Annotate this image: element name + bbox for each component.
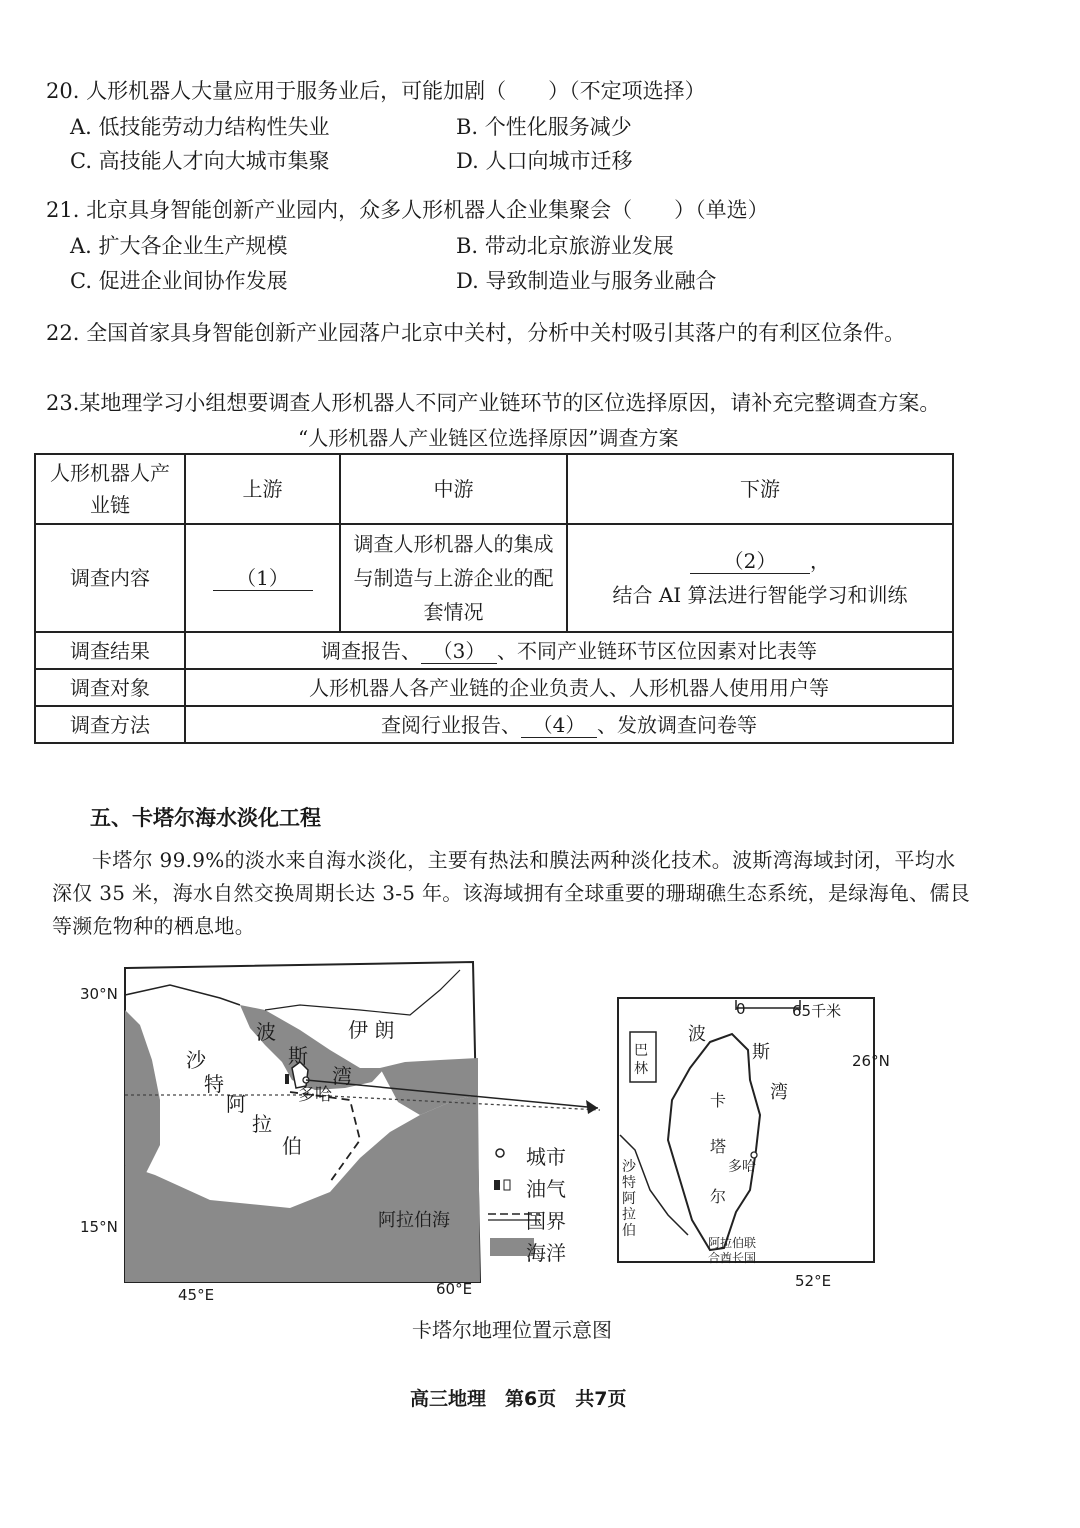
header-upstream: 上游 — [185, 454, 340, 524]
inset-saudi-label-5: 伯 — [622, 1223, 636, 1239]
saudi-label-2: 特 — [204, 1072, 224, 1096]
oil-gas-marker — [285, 1074, 289, 1084]
qatar-label-2: 塔 — [710, 1137, 727, 1156]
page-footer: 高三地理 第6页 共7页 — [410, 1388, 627, 1410]
section-title: 五、卡塔尔海水淡化工程 — [90, 806, 321, 830]
table-row-content — [35, 524, 953, 632]
header-downstream: 下游 — [567, 454, 953, 524]
saudi-label-5: 伯 — [282, 1134, 302, 1158]
doha-label: 多哈 — [298, 1085, 332, 1105]
row-label-result: 调查结果 — [35, 632, 185, 669]
arabian-sea-label: 阿拉伯海 — [378, 1210, 450, 1231]
qatar-label-3: 尔 — [710, 1187, 727, 1206]
bahrain-label-1: 巴 — [634, 1043, 648, 1059]
header-chain: 人形机器人产业链 — [35, 454, 185, 524]
inset-gulf-label-1: 波 — [688, 1024, 706, 1045]
saudi-label-1: 沙 — [186, 1048, 206, 1072]
header-midstream: 中游 — [340, 454, 567, 524]
inset-gulf-label-3: 湾 — [770, 1082, 788, 1103]
lat-30n-label: 30°N — [80, 985, 118, 1003]
inset-saudi-label-2: 特 — [622, 1175, 636, 1191]
q20-option-b: B. 个性化服务减少 — [456, 115, 632, 139]
survey-plan-table — [34, 453, 954, 744]
inset-saudi-label-1: 沙 — [622, 1159, 636, 1175]
map-caption: 卡塔尔地理位置示意图 — [412, 1318, 612, 1342]
pointer-arrowhead — [586, 1100, 598, 1114]
bahrain-label-2: 林 — [634, 1061, 648, 1077]
lat-26n-label: 26°N — [852, 1052, 890, 1070]
midstream-content-text: 调查人形机器人的集成与制造与上游企业的配套情况 — [353, 532, 554, 624]
lon-52e-label: 52°E — [795, 1272, 832, 1290]
row-label-object: 调查对象 — [35, 669, 185, 706]
inset-saudi-label-3: 阿 — [622, 1191, 636, 1207]
table-row-result — [35, 632, 953, 669]
saudi-label-4: 拉 — [252, 1112, 272, 1136]
blank-2: （2） — [690, 549, 810, 574]
q21-stem: 21. 北京具身智能创新产业园内，众多人形机器人企业集聚会（ ）（单选） — [46, 198, 769, 222]
qatar-label-1: 卡 — [710, 1091, 727, 1110]
legend-gas-icon — [504, 1180, 510, 1190]
midstream-content-cell — [340, 524, 567, 632]
q21-option-a: A. 扩大各企业生产规模 — [70, 234, 288, 258]
saudi-label-3: 阿 — [226, 1092, 246, 1116]
legend-oil-label: 油气 — [526, 1177, 566, 1201]
method-cell: 查阅行业报告、 （4） 、发放调查问卷等 — [185, 706, 953, 743]
gulf-label-3: 湾 — [332, 1064, 352, 1088]
table-header-row — [35, 454, 953, 524]
uae-label-line2: 合酋长国 — [708, 1251, 757, 1265]
scale-zero-label: 0 — [736, 1000, 746, 1018]
uae-label-line1: 阿拉伯联 — [708, 1236, 757, 1250]
inset-saudi-label-4: 拉 — [622, 1207, 636, 1223]
legend-ocean-label: 海洋 — [526, 1241, 566, 1265]
object-cell: 人形机器人各产业链的企业负责人、人形机器人使用用户等 — [185, 669, 953, 706]
legend-city-icon — [496, 1149, 504, 1157]
q20-option-c: C. 高技能人才向大城市集聚 — [70, 149, 330, 173]
downstream-comma: ， — [810, 549, 830, 573]
lon-45e-label: 45°E — [178, 1286, 215, 1304]
legend-border-label: 国界 — [526, 1209, 566, 1233]
inset-gulf-label-2: 斯 — [752, 1042, 770, 1063]
table-row-object — [35, 669, 953, 706]
downstream-content-text: 结合 AI 算法进行智能学习和训练 — [612, 583, 908, 607]
survey-table-title: “人形机器人产业链区位选择原因”调查方案 — [298, 426, 679, 450]
result-cell: 调查报告、 （3） 、不同产业链环节区位因素对比表等 — [185, 632, 953, 669]
blank-3: （3） — [421, 639, 497, 664]
table-row-method — [35, 706, 953, 743]
gulf-label-1: 波 — [256, 1020, 276, 1044]
section-paragraph: 卡塔尔 99.9%的淡水来自海水淡化，主要有热法和膜法两种淡化技术。波斯湾海域封闭，平均水深仅 35 米，海水自然交换周期长达 3-5 年。该海域拥有全球重要的珊瑚礁生态系统，是绿海龟、儒艮等濒危物种的栖息地。 — [52, 848, 971, 938]
q20-option-d: D. 人口向城市迁移 — [456, 149, 633, 173]
q21-option-b: B. 带动北京旅游业发展 — [456, 234, 674, 258]
lat-15n-label: 15°N — [80, 1218, 118, 1236]
blank-1: （1） — [213, 566, 313, 591]
q23-stem: 23.某地理学习小组想要调查人形机器人不同产业链环节的区位选择原因，请补充完整调查方案。 — [46, 391, 941, 415]
q22-stem: 22. 全国首家具身智能创新产业园落户北京中关村，分析中关村吸引其落户的有利区位条件。 — [46, 321, 906, 345]
scale-length-label: 65千米 — [792, 1002, 842, 1020]
blank-4: （4） — [521, 713, 597, 738]
q21-option-d: D. 导致制造业与服务业融合 — [456, 269, 717, 293]
lon-60e-label: 60°E — [436, 1280, 473, 1298]
row-label-content: 调查内容 — [35, 524, 185, 632]
upstream-content-cell — [185, 524, 340, 632]
inset-doha-label: 多哈 — [728, 1159, 756, 1175]
legend-oil-icon — [494, 1180, 500, 1190]
row-label-method: 调查方法 — [35, 706, 185, 743]
gulf-label-2: 斯 — [288, 1044, 308, 1068]
iran-label: 伊 朗 — [348, 1018, 395, 1042]
legend-city-label: 城市 — [526, 1145, 566, 1169]
q20-option-a: A. 低技能劳动力结构性失业 — [70, 115, 330, 139]
q20-stem: 20. 人形机器人大量应用于服务业后，可能加剧（ ）（不定项选择） — [46, 79, 706, 103]
downstream-content-cell — [567, 524, 953, 632]
q21-option-c: C. 促进企业间协作发展 — [70, 269, 288, 293]
